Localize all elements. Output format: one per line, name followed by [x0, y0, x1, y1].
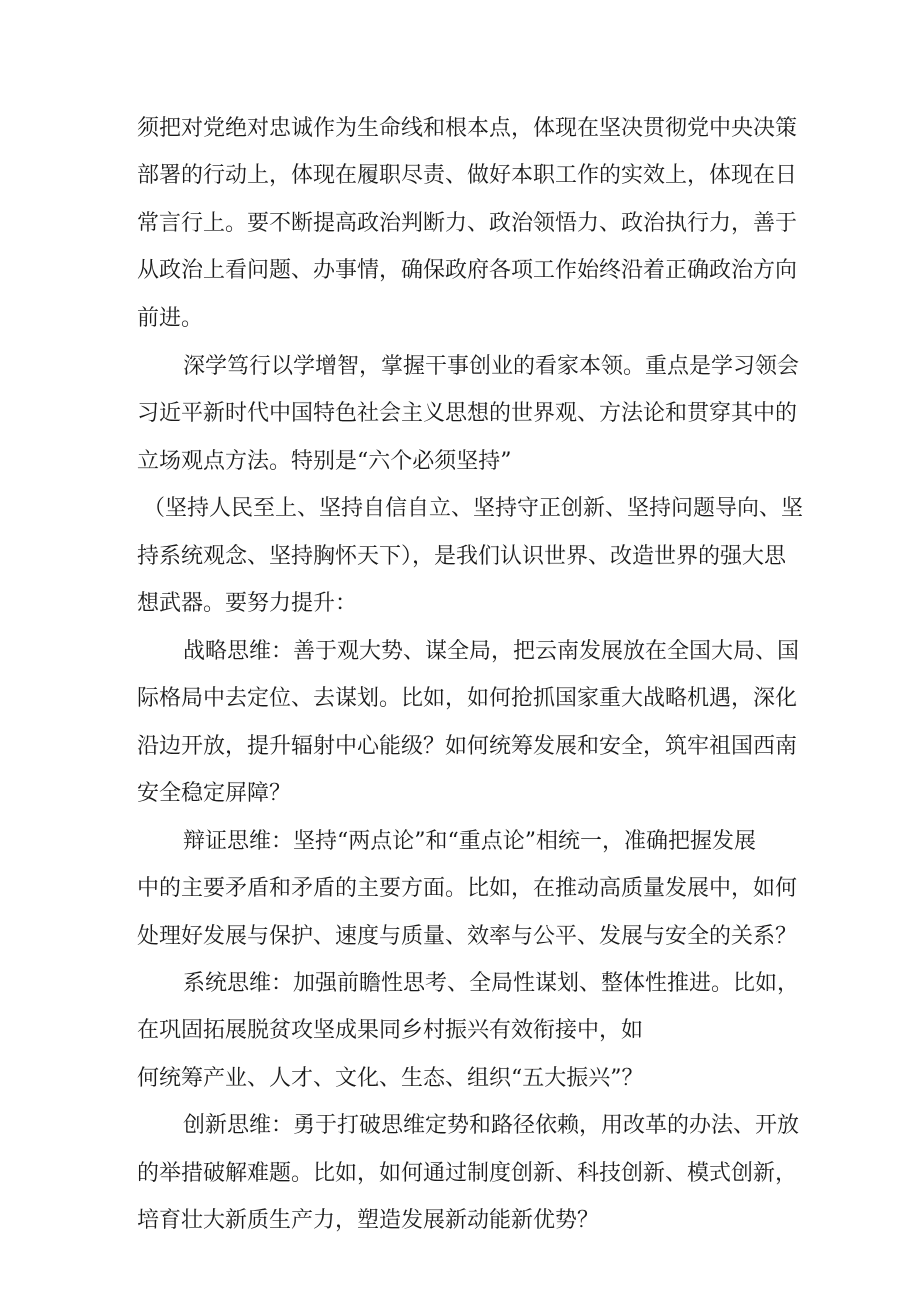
text-line: 处理好发展与保护、速度与质量、效率与公平、发展与安全的关系？	[137, 924, 798, 949]
text-line: 持系统观念、坚持胸怀天下），是我们认识世界、改造世界的强大思	[137, 544, 787, 569]
text-line: 想武器。要努力提升：	[137, 591, 358, 616]
text-line: 常言行上。要不断提高政治判断力、政治领悟力、政治执行力，善于	[137, 211, 798, 236]
text-line: 中的主要矛盾和矛盾的主要方面。比如，在推动高质量发展中，如何	[137, 876, 798, 901]
text-line: 培育壮大新质生产力，塑造发展新动能新优势？	[137, 1208, 600, 1233]
text-line: 立场观点方法。特别是“六个必须坚持”	[137, 449, 512, 474]
text-line: 从政治上看问题、办事情，确保政府各项工作始终沿着正确政治方向	[137, 258, 798, 283]
text-line: （坚持人民至上、坚持自信自立、坚持守正创新、坚持问题导向、坚	[143, 496, 804, 521]
text-line: 前进。	[137, 306, 204, 331]
paragraph-start-line: 战略思维：善于观大势、谋全局，把云南发展放在全国大局、国	[183, 639, 800, 664]
text-line: 部署的行动上，体现在履职尽责、做好本职工作的实效上，体现在日	[137, 163, 798, 188]
text-line: 何统筹产业、人才、文化、生态、组织“五大振兴”？	[137, 1066, 644, 1091]
paragraph-start-line: 创新思维：勇于打破思维定势和路径依赖，用改革的办法、开放	[183, 1113, 800, 1138]
text-line: 际格局中去定位、去谋划。比如，如何抢抓国家重大战略机遇，深化	[137, 686, 798, 711]
paragraph-start-line: 深学笃行以学增智，掌握干事创业的看家本领。重点是学习领会	[183, 354, 800, 379]
paragraph-start-line: 系统思维：加强前瞻性思考、全局性谋划、整体性推进。比如，	[183, 971, 800, 996]
text-line: 在巩固拓展脱贫攻坚成果同乡村振兴有效衔接中，如	[137, 1018, 644, 1043]
text-line: 安全稳定屏障？	[137, 781, 292, 806]
text-line: 习近平新时代中国特色社会主义思想的世界观、方法论和贯穿其中的	[137, 401, 798, 426]
paragraph-start-line: 辩证思维：坚持“两点论”和“重点论”相统一，准确把握发展	[183, 829, 756, 854]
text-line: 沿边开放，提升辐射中心能级？如何统筹发展和安全，筑牢祖国西南	[137, 734, 798, 759]
text-line: 须把对党绝对忠诚作为生命线和根本点，体现在坚决贯彻党中央决策	[137, 116, 798, 141]
text-line: 的举措破解难题。比如，如何通过制度创新、科技创新、模式创新，	[137, 1161, 798, 1186]
